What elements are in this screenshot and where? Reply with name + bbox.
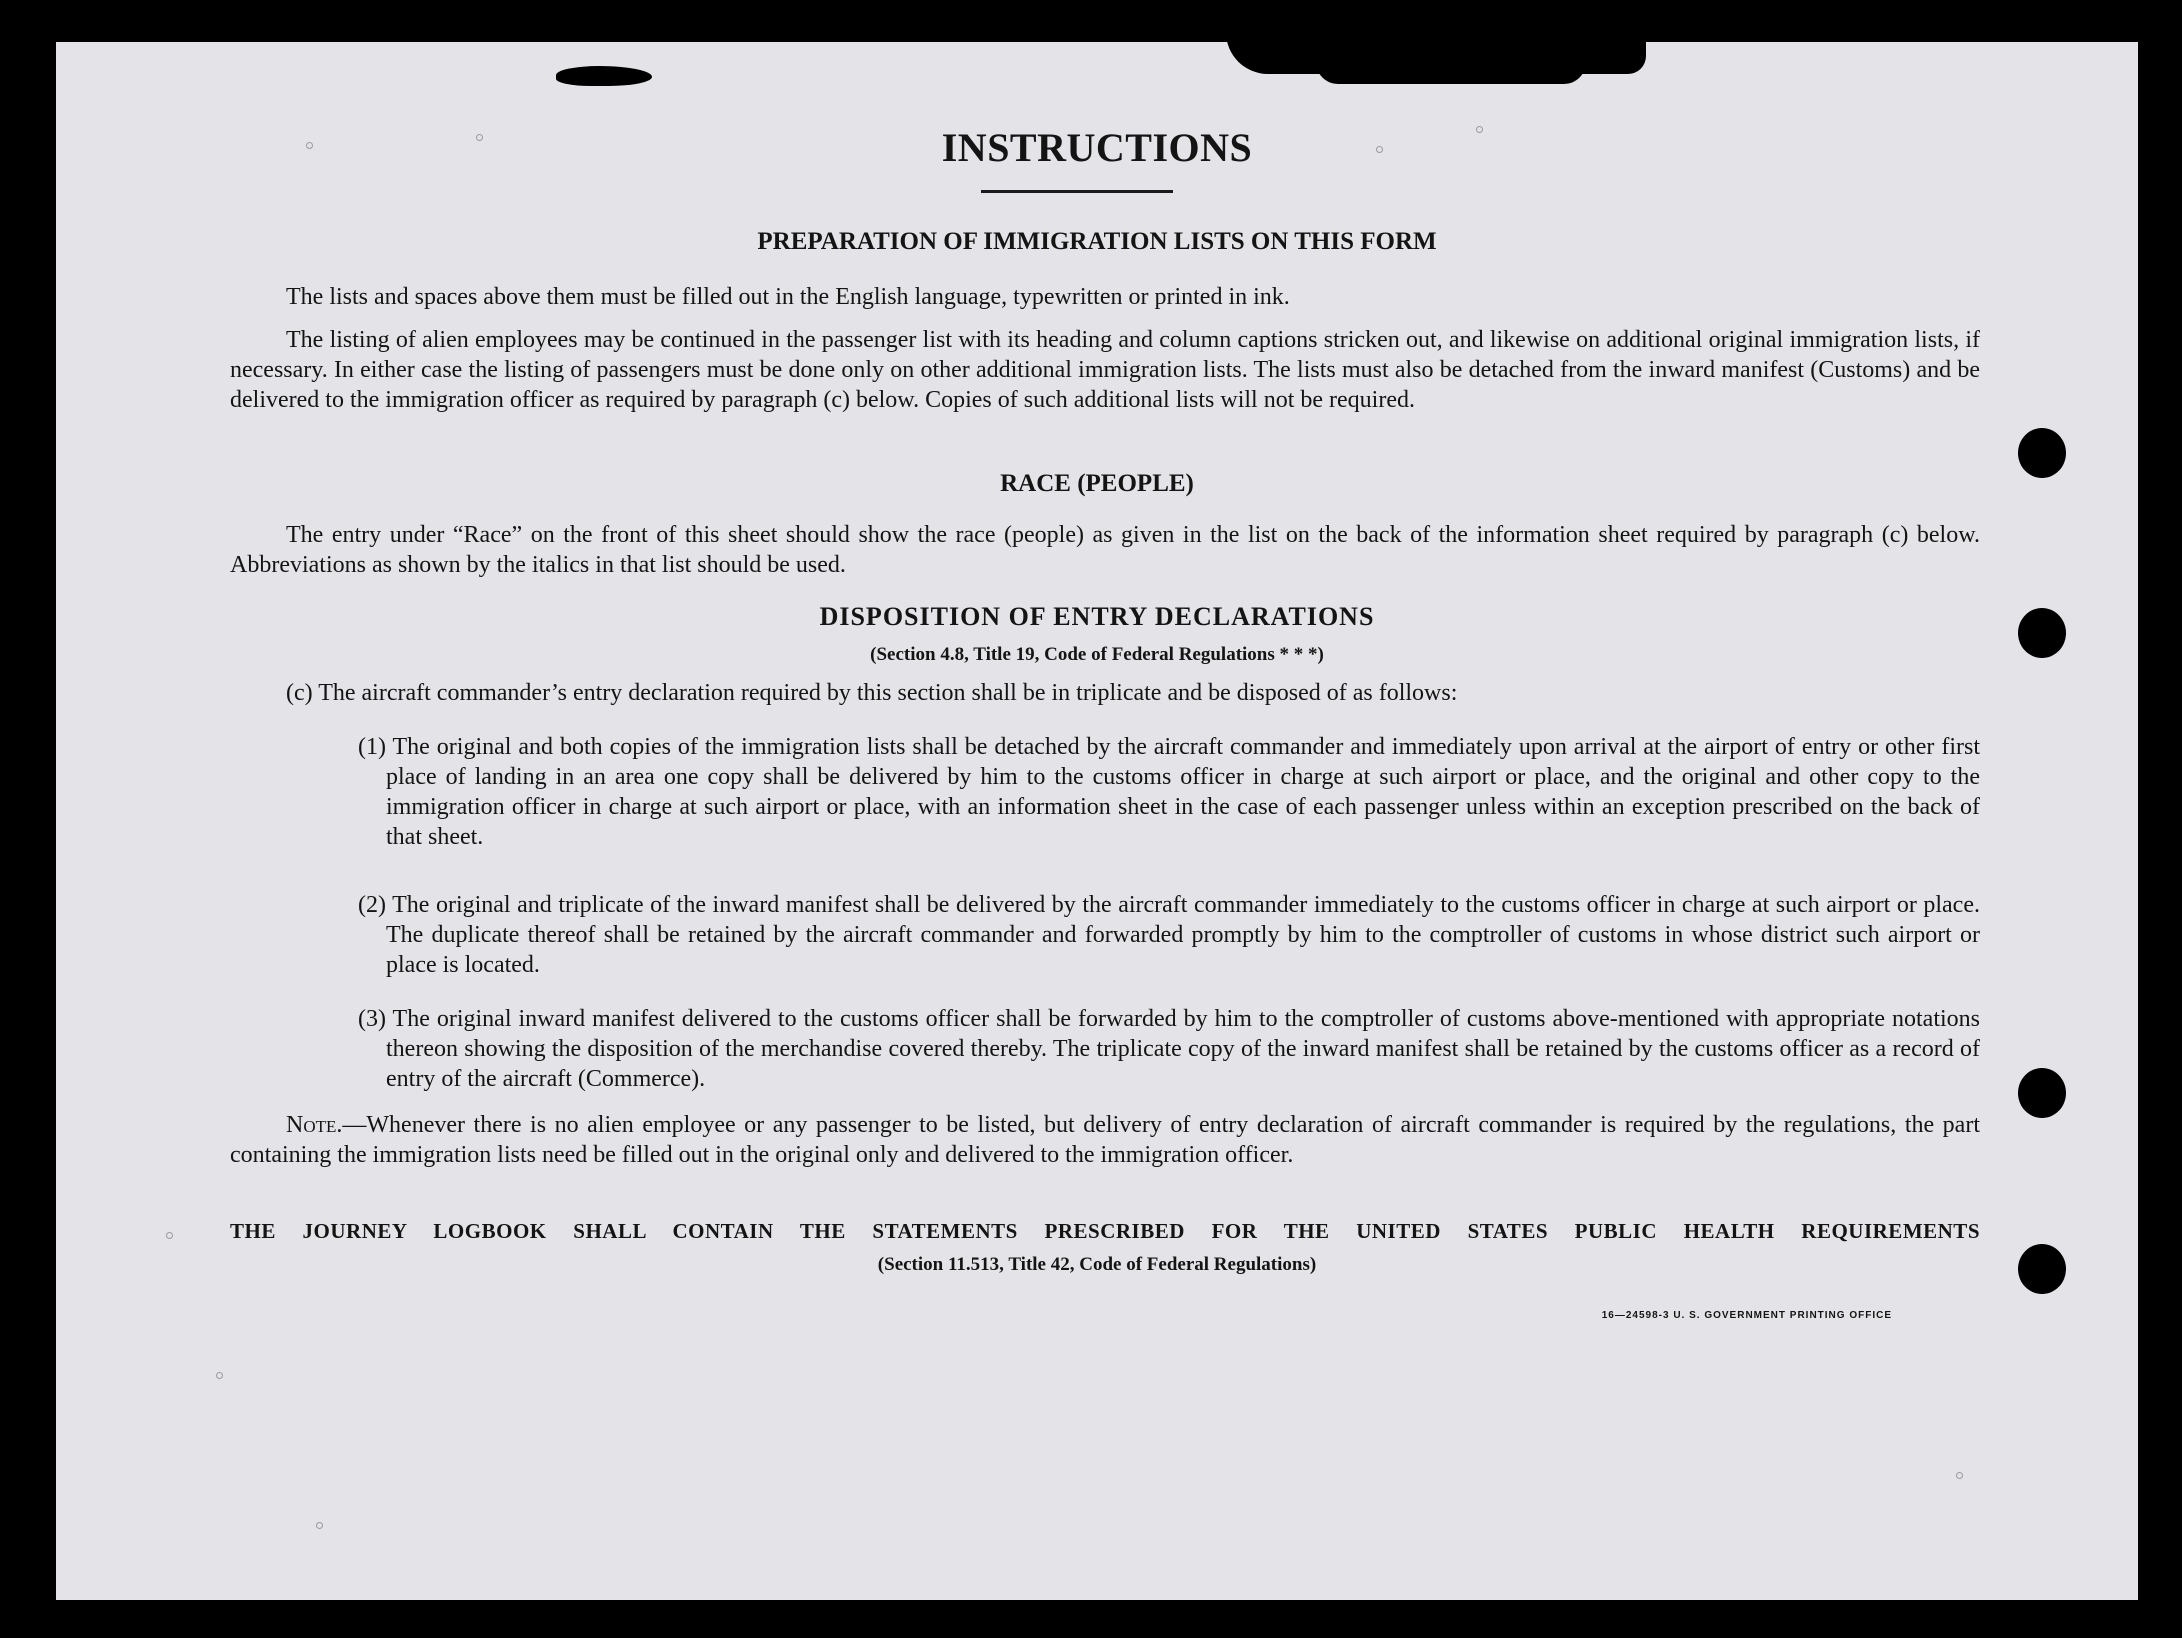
preparation-paragraph-1: The lists and spaces above them must be filled out in the English language, typewritten or printed in ink. [286, 284, 1290, 310]
disposition-item-3 [358, 1004, 1980, 1094]
note-text: —Whenever there is no alien employee or any passenger to be listed, but delivery of entry declaration of aircraft commander is required by the regulations, the part containing the immigration lists need be filled out in the original only and delivered to the immigration officer. [230, 1112, 1980, 1168]
form-paper [56, 42, 2138, 1600]
race-paragraph: The entry under “Race” on the front of this sheet should show the race (people) as given in the list on the back of the information sheet required by paragraph (c) below. Abbreviations as shown by the italics in that list should be used. [230, 522, 1980, 578]
item-text: The original and triplicate of the inward manifest shall be delivered by the aircraft commander immediately to the customs officer in charge at such airport or place. The duplicate thereof shall be retained by the aircraft commander and forwarded promptly by him to the comptroller of customs in whose district such airport or place is located. [386, 892, 1980, 978]
paper-speck [216, 1372, 223, 1379]
punch-hole-3 [2018, 1068, 2066, 1118]
item-text: The original inward manifest delivered to the customs officer shall be forwarded by him to the comptroller of customs above-mentioned with appropriate notations thereon showing the disposition of the merchandise covered thereby. The triplicate copy of the inward manifest shall be retained by the customs officer as a record of entry of the aircraft (Commerce). [386, 1006, 1980, 1092]
printing-office-code: 16—24598-3 U. S. GOVERNMENT PRINTING OFFICE [1601, 1310, 1892, 1321]
torn-edge-fragment [1316, 62, 1586, 84]
paper-speck [1956, 1472, 1963, 1479]
preparation-heading: PREPARATION OF IMMIGRATION LISTS ON THIS FORM [757, 228, 1437, 255]
paper-speck [316, 1522, 323, 1529]
item-text: The original and both copies of the immigration lists shall be detached by the aircraft commander and immediately upon arrival at the airport of entry or other first place of landing in an area one copy shall be delivered by him to the customs officer in charge at such airport or place, and the original and other copy to the immigration officer in charge at such airport or place, with an information sheet in the case of each passenger unless within an exception prescribed on the back of that sheet. [386, 734, 1980, 850]
note-paragraph [230, 1110, 1980, 1170]
disposition-item-1 [358, 732, 1980, 852]
disposition-intro: (c) The aircraft commander’s entry declaration required by this section shall be in triplicate and be disposed of as follows: [286, 680, 1458, 706]
disposition-heading: DISPOSITION OF ENTRY DECLARATIONS [819, 602, 1375, 631]
title-underline [981, 190, 1173, 193]
paper-speck [166, 1232, 173, 1239]
note-label: Note. [286, 1112, 343, 1138]
item-number: (2) [358, 892, 386, 918]
disposition-citation: (Section 4.8, Title 19, Code of Federal Regulations * * *) [870, 644, 1324, 665]
disposition-item-2 [358, 890, 1980, 980]
health-citation: (Section 11.513, Title 42, Code of Federal Regulations) [877, 1254, 1317, 1275]
preparation-paragraph-2: The listing of alien employees may be continued in the passenger list with its heading and column captions stricken out, and likewise on additional original immigration lists, if necessary. In either case the listing of passengers must be done only on other additional immigration lists. The lists must also be detached from the inward manifest (Customs) and be delivered to the immigration officer as required by paragraph (c) below. Copies of such additional lists will not be required. [230, 327, 1980, 413]
item-number: (3) [358, 1006, 386, 1032]
item-number: (1) [358, 734, 386, 760]
page-title: INSTRUCTIONS [941, 125, 1253, 170]
race-heading: RACE (PEOPLE) [1000, 470, 1194, 497]
ink-smudge [556, 66, 652, 86]
health-statement: THE JOURNEY LOGBOOK SHALL CONTAIN THE STATEMENTS PRESCRIBED FOR THE UNITED STATES PUBLIC HEALTH REQUIREMENTS [230, 1219, 1980, 1243]
